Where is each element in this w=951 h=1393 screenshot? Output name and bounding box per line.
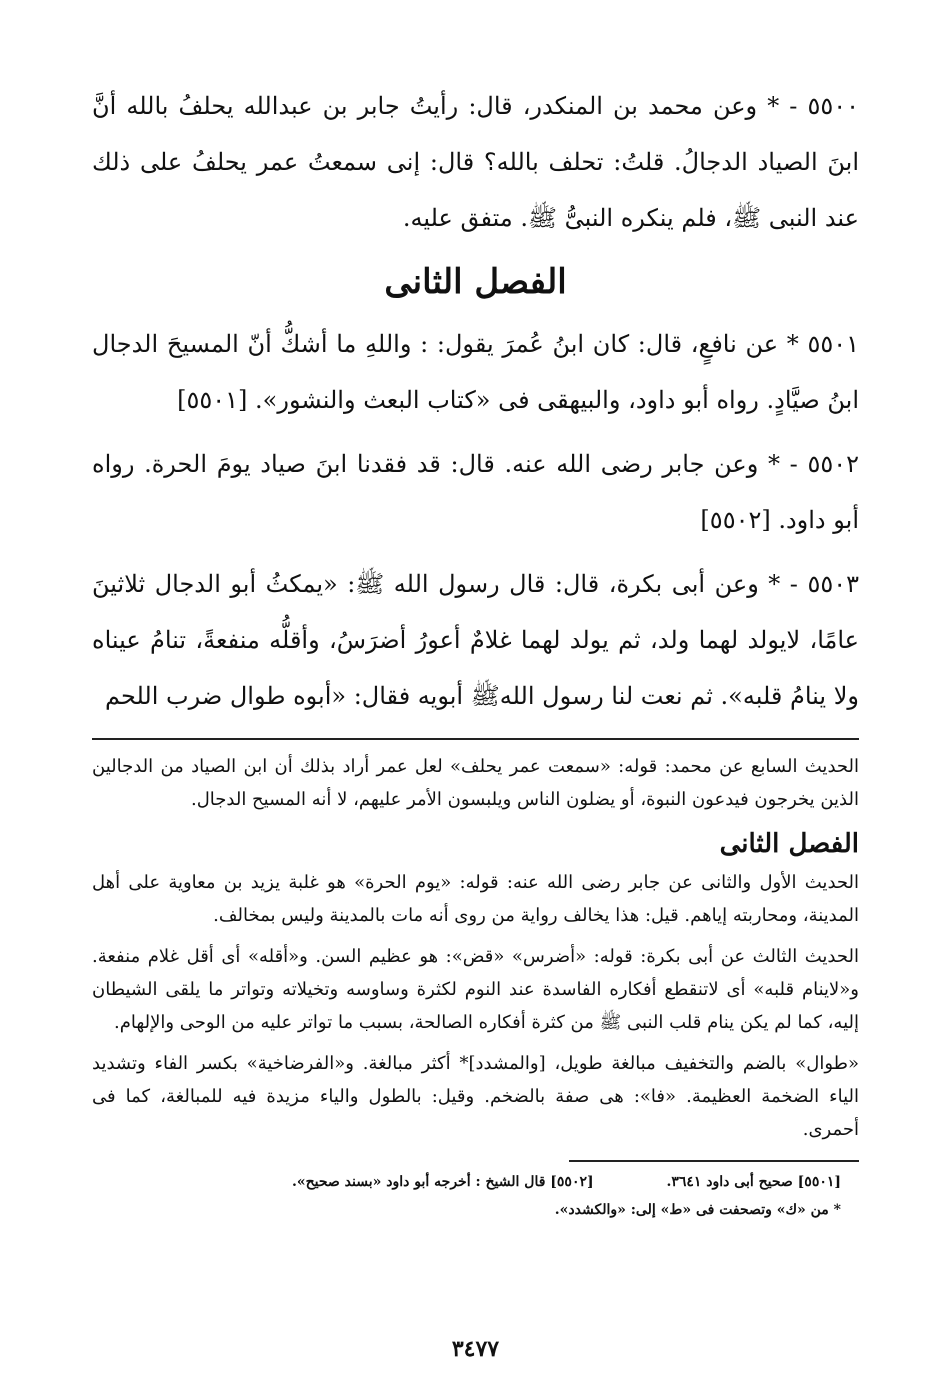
page-number: ٣٤٧٧ [451,1336,500,1362]
hadith-5501: ٥٥٠١ * عن نافعٍ، قال: كان ابنُ عُمرَ يقول: : واللهِ ما أشكُّ أنّ المسيحَ الدجال ابنُ صيَّادٍ. رواه أبو داود، والبيهقى فى «كتاب البعث والنشور». [٥٥٠١] [92,330,859,414]
commentary [92,750,859,1146]
commentary-paragraph: الحديث الأول والثانى عن جابر رضى الله عنه: قوله: «يوم الحرة» هو غلبة يزيد بن معاوية على أهل المدينة، ومحاربته إياهم. قيل: هذا يخالف رواية من روى أنه مات بالمدينة وليس بمخالف. [92,872,859,926]
hadith-5503: ٥٥٠٣ - * وعن أبى بكرة، قال: قال رسول الله ﷺ: «يمكثُ أبو الدجال ثلاثينَ عامًا، لايولد لهما ولد، ثم يولد لهما غلامٌ أعورُ أضرَسُ، وأقلُّه منفعةً، تنامُ عيناه ولا ينامُ قلبه». ثم نعت لنا رسول اللهﷺ أبويه فقال: «أبوه طوال ضرب اللحم [92,570,859,710]
footnote-row [92,1168,859,1196]
footnotes [92,1160,859,1224]
main-text [92,78,859,724]
footnote-rule [569,1160,859,1162]
separator-rule [92,738,859,740]
footnote-5502: [٥٥٠٢] قال الشيخ : أخرجه أبو داود «بسند صحيح». [292,1174,594,1190]
section-title: الفصل الثانى [384,262,567,302]
hadith-5500: ٥٥٠٠ - * وعن محمد بن المنكدر، قال: رأيتُ جابر بن عبدالله يحلفُ بالله أنَّ ابنَ الصياد الدجالُ. قلتُ: تحلف بالله؟ قال: إنى سمعتُ عمر يحلفُ على ذلك عند النبى ﷺ، فلم ينكره النبىُّ ﷺ. متفق عليه. [92,92,859,232]
hadith-5502: ٥٥٠٢ - * وعن جابر رضى الله عنه. قال: قد فقدنا ابنَ صياد يومَ الحرة. رواه أبو داود. [٥٥٠٢] [92,450,859,534]
commentary-paragraph: الحديث السابع عن محمد: قوله: «سمعت عمر يحلف» لعل عمر أراد بذلك أن ابن الصياد من الدجالين الذين يخرجون فيدعون النبوة، أو يضلون الناس ويلبسون الأمر عليهم، لا أنه المسيح الدجال. [92,756,859,810]
commentary-heading: الفصل الثانى [719,829,859,859]
commentary-paragraph: الحديث الثالث عن أبى بكرة: قوله: «أضرس» «قض»: هو عظيم السن. و«أقله» أى أقل غلام منفعة. و«لاينام قلبه» أى لاتنقطع أفكاره الفاسدة عند النوم لكثرة وساوسه وتخيلاته وتواتر ما يلقى الشيطان إليه، كما لم يكن ينام قلب النبى ﷺ من كثرة أفكاره الصالحة، بسبب ما تواتر عليه من الوحى والإلهام. [92,946,859,1033]
footnote-star: * من «ك» وتصحفت فى «ط» إلى: «والكشدد». [554,1202,841,1218]
footnote-5501: [٥٥٠١] صحيح أبى داود ٣٦٤١. [666,1174,841,1190]
commentary-paragraph: «طوال» بالضم والتخفيف مبالغة طويل، [والمشدد]* أكثر مبالغة. و«الفرضاخية» بكسر الفاء وتشديد الياء الضخمة العظيمة. «فا»: هى صفة بالضخم. وقيل: بالطول والياء مزيدة فيه للمبالغة، كما فى أحمرى. [92,1053,859,1140]
